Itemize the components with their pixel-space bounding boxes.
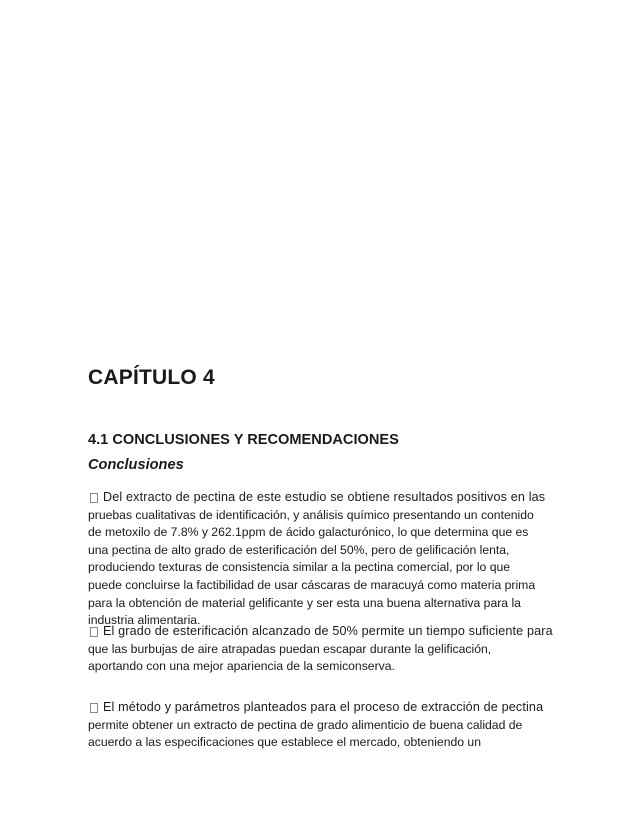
paragraph-line: El grado de esterificación alcanzado de 50% permite un tiempo suficiente para (103, 624, 553, 638)
paragraph-line: para la obtención de material gelificante y ser esta una buena alternativa para la (88, 595, 521, 610)
paragraph-line: aportando con una mejor apariencia de la semiconserva. (88, 659, 395, 674)
conclusion-paragraph-1 (88, 489, 558, 630)
paragraph-line: permite obtener un extracto de pectina de grado alimenticio de buena calidad de (88, 717, 523, 732)
paragraph-line: que las burbujas de aire atrapadas puedan escapar durante la gelificación, (88, 641, 492, 656)
paragraph-line: acuerdo a las especificaciones que establece el mercado, obteniendo un (88, 735, 481, 750)
section-heading: 4.1 CONCLUSIONES Y RECOMENDACIONES (88, 432, 399, 448)
paragraph-line: de metoxilo de 7.8% y 262.1ppm de ácido galacturónico, lo que determina que es (88, 525, 529, 540)
conclusions-subheading: Conclusiones (88, 457, 184, 473)
conclusion-paragraph-2 (88, 623, 558, 676)
square-bullet-icon (90, 703, 98, 713)
square-bullet-icon (90, 493, 98, 503)
paragraph-line: industria alimentaria. (88, 613, 201, 628)
paragraph-line: Del extracto de pectina de este estudio se obtiene resultados positivos en las (103, 490, 546, 504)
chapter-title: CAPÍTULO 4 (88, 366, 215, 389)
square-bullet-icon (90, 627, 98, 637)
paragraph-line: una pectina de alto grado de esterificación del 50%, pero de gelificación lenta, (88, 542, 510, 557)
paragraph-line: produciendo texturas de consistencia similar a la pectina comercial, por lo que (88, 560, 511, 575)
paragraph-line: El método y parámetros planteados para el proceso de extracción de pectina (103, 700, 544, 714)
paragraph-line: puede concluirse la factibilidad de usar cáscaras de maracuyá como materia prima (88, 577, 536, 592)
paragraph-line: pruebas cualitativas de identificación, y análisis químico presentando un contenido (88, 507, 534, 522)
conclusion-paragraph-3 (88, 699, 558, 752)
